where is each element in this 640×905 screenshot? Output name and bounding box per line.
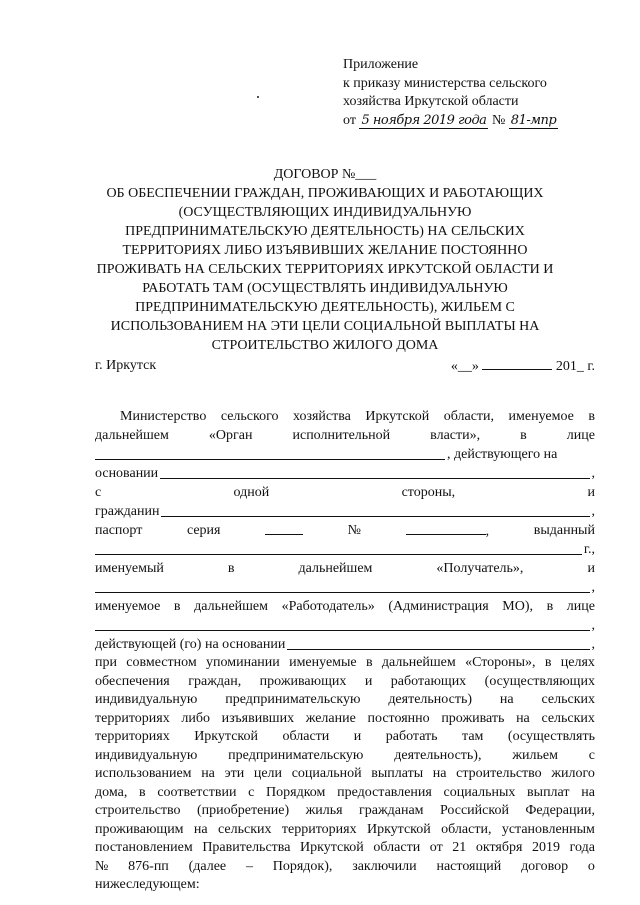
paragraph-line: [95, 821, 595, 840]
word: предоставления: [337, 784, 432, 800]
word: дальнейшем: [298, 561, 373, 576]
word: с: [588, 747, 595, 763]
word: сельских: [218, 821, 272, 837]
word: настоящий: [436, 858, 502, 874]
basis-blank: [160, 464, 589, 479]
word: в: [520, 428, 527, 443]
word: 2019: [532, 840, 561, 855]
word: в: [546, 599, 554, 614]
title-line: ТЕРРИТОРИЯХ ЛИБО ИЗЪЯВИВШИХ ЖЕЛАНИЕ ПОСТОЯННО: [122, 243, 528, 258]
comma: ,: [591, 580, 595, 595]
word: области: [373, 840, 421, 855]
employer-rep-line: [95, 616, 595, 635]
word: работающих: [390, 673, 467, 689]
number-label: №: [347, 523, 362, 538]
word: области,: [441, 821, 492, 837]
word: на: [581, 784, 595, 800]
word: гражданам: [358, 803, 424, 818]
citizen-blank: [161, 502, 589, 517]
date-year: 201_ г.: [555, 359, 595, 374]
word: сельского: [220, 409, 279, 424]
word: в: [544, 655, 552, 670]
word: именуемый: [95, 561, 164, 576]
employer-basis-line: [95, 635, 595, 654]
word: года: [569, 840, 595, 855]
issued-line: [95, 540, 595, 559]
word: «Получатель»,: [436, 561, 524, 576]
representative-blank: [95, 445, 445, 460]
employer-line: [95, 597, 595, 616]
paragraph-line: [95, 784, 595, 803]
word: Федерации,: [525, 803, 595, 818]
issued-blank: [95, 540, 582, 555]
word: (далее: [188, 858, 227, 874]
word: области,: [443, 409, 495, 424]
word: (осуществляющих: [484, 673, 595, 689]
appendix-from: от: [343, 112, 356, 128]
word: предпринимательскую: [228, 747, 364, 763]
series-label: серия: [186, 523, 221, 538]
word: именуемое: [95, 599, 161, 614]
intro-line-2: [95, 426, 595, 445]
title-line: ИСПОЛЬЗОВАНИЕМ НА ЭТИ ЦЕЛИ СОЦИАЛЬНОЙ ВЫПЛАТЫ НА: [110, 319, 540, 334]
word: целях: [560, 655, 595, 670]
word: договор: [521, 858, 569, 874]
word: индивидуальную: [95, 747, 198, 763]
word: в: [588, 409, 595, 424]
word: именуемые: [289, 655, 357, 670]
word: упоминании: [206, 655, 280, 670]
title-line: (ОСУЩЕСТВЛЯЮЩИХ ИНДИВИДУАЛЬНУЮ: [178, 205, 472, 220]
contract-title: [60, 165, 590, 355]
word: октября: [475, 840, 523, 855]
word: Иркутской: [194, 729, 258, 744]
word: выплат: [527, 784, 570, 800]
word: Иркутской: [365, 409, 430, 424]
word: «Орган: [208, 428, 253, 443]
word: (Администрация: [388, 599, 489, 614]
word: либо: [181, 710, 210, 726]
word: индивидуальную: [95, 692, 198, 707]
word: в: [227, 561, 235, 576]
word: на: [193, 821, 208, 837]
paragraph-line: [95, 728, 595, 747]
word: в: [139, 784, 146, 800]
word: –: [245, 858, 253, 874]
word: (приобретение): [196, 803, 290, 818]
contract-date: [451, 356, 595, 376]
word: обеспечения: [95, 673, 170, 689]
handwritten-date: 5 ноября 2019 года: [361, 112, 487, 128]
word: работать: [385, 729, 438, 744]
word: установленным: [501, 821, 595, 837]
date-month-blank: [482, 356, 552, 370]
word: 21: [452, 840, 467, 855]
second-party-blank: [95, 578, 590, 593]
word: предпринимательскую: [225, 692, 361, 707]
appendix-line-1: Приложение: [343, 57, 419, 72]
word: жильем: [512, 747, 558, 763]
employer-rep-blank: [95, 616, 590, 631]
word: совместном: [126, 655, 197, 670]
word: именуемое: [508, 409, 574, 424]
word: (осуществлять: [507, 729, 595, 744]
acting-line: [95, 445, 595, 464]
paragraph-line: [95, 747, 595, 766]
word: сельских: [541, 710, 595, 726]
word: и: [587, 485, 595, 500]
word: Порядок),: [272, 858, 333, 874]
named-line: [95, 559, 595, 578]
word: использованием: [95, 766, 192, 781]
acting-label: , действующего на: [447, 447, 558, 462]
comma: ,: [591, 637, 595, 652]
word: на: [516, 710, 530, 726]
word: территориях: [95, 710, 170, 726]
word: территориях: [95, 729, 170, 744]
word: 876-пп: [128, 858, 169, 874]
word: стороны,: [401, 485, 456, 500]
series-blank: [265, 521, 303, 535]
word: дальнейшем: [194, 599, 269, 614]
word: при: [95, 655, 117, 670]
word: жилого: [551, 766, 595, 781]
basis-label: основании: [95, 466, 159, 481]
word: деятельность),: [394, 747, 482, 763]
paragraph-line: [95, 691, 595, 710]
paragraph-line: [95, 765, 595, 784]
word: о: [587, 858, 595, 874]
word: лице: [566, 428, 595, 443]
word: социальных: [443, 784, 516, 800]
acting-on-basis-label: действующей (го) на основании: [95, 637, 286, 652]
word: там: [462, 729, 484, 744]
word: заключили: [352, 858, 417, 874]
place: г. Иркутск: [95, 358, 157, 373]
word: желание: [305, 710, 356, 726]
word: одной: [233, 485, 270, 500]
appendix-line-3: хозяйства Иркутской области: [343, 94, 519, 109]
paragraph-last-line: нижеследующем:: [95, 877, 200, 892]
word: жилья: [305, 803, 343, 818]
title-line: СТРОИТЕЛЬСТВО ЖИЛОГО ДОМА: [211, 338, 439, 353]
word: исполнительной: [292, 428, 391, 443]
word: цели: [253, 766, 283, 781]
comma: ,: [591, 504, 595, 519]
word: Министерство: [120, 409, 207, 424]
word: «Работодатель»: [281, 599, 375, 614]
word: дома,: [95, 784, 128, 800]
contract-number-heading: ДОГОВОР №___: [273, 167, 377, 182]
comma: ,: [591, 466, 595, 481]
word: на: [432, 766, 447, 781]
word: и: [353, 729, 362, 744]
passport-label: паспорт: [95, 523, 143, 538]
handwritten-number: 81-мпр: [510, 112, 557, 128]
word: Российской: [439, 803, 509, 818]
word: постоянно: [367, 710, 430, 726]
issued-label: выданный: [533, 523, 595, 538]
title-line: РАБОТАТЬ ТАМ (ОСУЩЕСТВЛЯТЬ ИНДИВИДУАЛЬНУЮ: [142, 281, 508, 296]
comma: ,: [591, 618, 595, 633]
word: на: [499, 692, 514, 707]
word: Иркутской: [366, 821, 431, 837]
place-date-row: [95, 356, 595, 376]
number-blank: [406, 521, 486, 535]
word: эти: [224, 766, 245, 781]
word: и: [587, 561, 595, 576]
word: проживать: [441, 710, 505, 726]
word: власти»,: [430, 428, 481, 443]
word: граждан,: [188, 673, 242, 689]
scan-speck: [257, 96, 259, 98]
paragraph-line: [95, 839, 595, 858]
word: №: [95, 858, 109, 874]
word: деятельность): [388, 692, 473, 707]
word: хозяйства: [293, 409, 351, 424]
word: соответствии: [157, 784, 237, 800]
word: Порядком: [266, 784, 326, 800]
one-side-line: [95, 483, 595, 502]
word: «Стороны»,: [465, 655, 536, 670]
date-day: «__»: [450, 359, 479, 374]
word: строительство: [95, 803, 181, 818]
citizen-label: гражданин: [95, 504, 160, 519]
word: лице: [566, 599, 595, 614]
word: Иркутской: [300, 840, 364, 855]
title-line: ПРОЖИВАТЬ НА СЕЛЬСКИХ ТЕРРИТОРИЯХ ИРКУТСКОЙ ОБЛАСТИ И: [96, 262, 554, 277]
employer-basis-blank: [287, 635, 589, 650]
appendix-line-2: к приказу министерства сельского: [343, 75, 547, 91]
paragraph-line: [95, 654, 595, 673]
paragraph-line: [95, 802, 595, 821]
word: постановлением: [95, 840, 193, 855]
paragraph-line: [95, 858, 595, 877]
number-sign: №: [491, 112, 506, 128]
appendix-block: [343, 56, 558, 130]
passport-line: [95, 521, 595, 541]
intro-line-1: [120, 407, 595, 426]
second-party-line: [95, 578, 595, 597]
acting-text: [447, 445, 595, 464]
year-suffix: г.,: [583, 542, 595, 557]
word: в: [365, 655, 373, 670]
title-line: ОБ ОБЕСПЕЧЕНИИ ГРАЖДАН, ПРОЖИВАЮЩИХ И РАБОТАЮЩИХ: [106, 186, 544, 201]
word: дальнейшем: [381, 655, 456, 670]
word: с: [248, 784, 255, 800]
main-paragraph: [95, 654, 595, 895]
title-line: ПРЕДПРИНИМАТЕЛЬСКУЮ ДЕЯТЕЛЬНОСТЬ) НА СЕЛЬСКИХ: [125, 224, 525, 239]
appendix-date-line: [343, 112, 558, 131]
citizen-line: [95, 502, 595, 521]
word: проживающим: [95, 821, 184, 837]
word: в: [173, 599, 181, 614]
word: изъявивших: [221, 710, 295, 726]
paragraph-line: [95, 673, 595, 692]
word: сельских: [541, 692, 595, 707]
basis-line: [95, 464, 595, 483]
word: с: [95, 485, 102, 500]
title-line: ПРЕДПРИНИМАТЕЛЬСКУЮ ДЕЯТЕЛЬНОСТЬ), ЖИЛЬЕМ С: [135, 300, 515, 315]
word: Правительства: [202, 840, 291, 855]
word: территориях: [281, 821, 357, 837]
word: на: [201, 766, 215, 781]
paragraph-line: [95, 710, 595, 729]
word: социальной: [291, 766, 362, 781]
word: и: [364, 673, 373, 689]
word: строительство: [456, 766, 542, 781]
word: выплаты: [371, 766, 424, 781]
number-field: ,: [406, 521, 490, 541]
word: проживающих: [259, 673, 347, 689]
word: дальнейшем: [95, 428, 169, 443]
word: области: [282, 729, 330, 744]
word: от: [429, 840, 443, 855]
word: МО),: [502, 599, 534, 614]
